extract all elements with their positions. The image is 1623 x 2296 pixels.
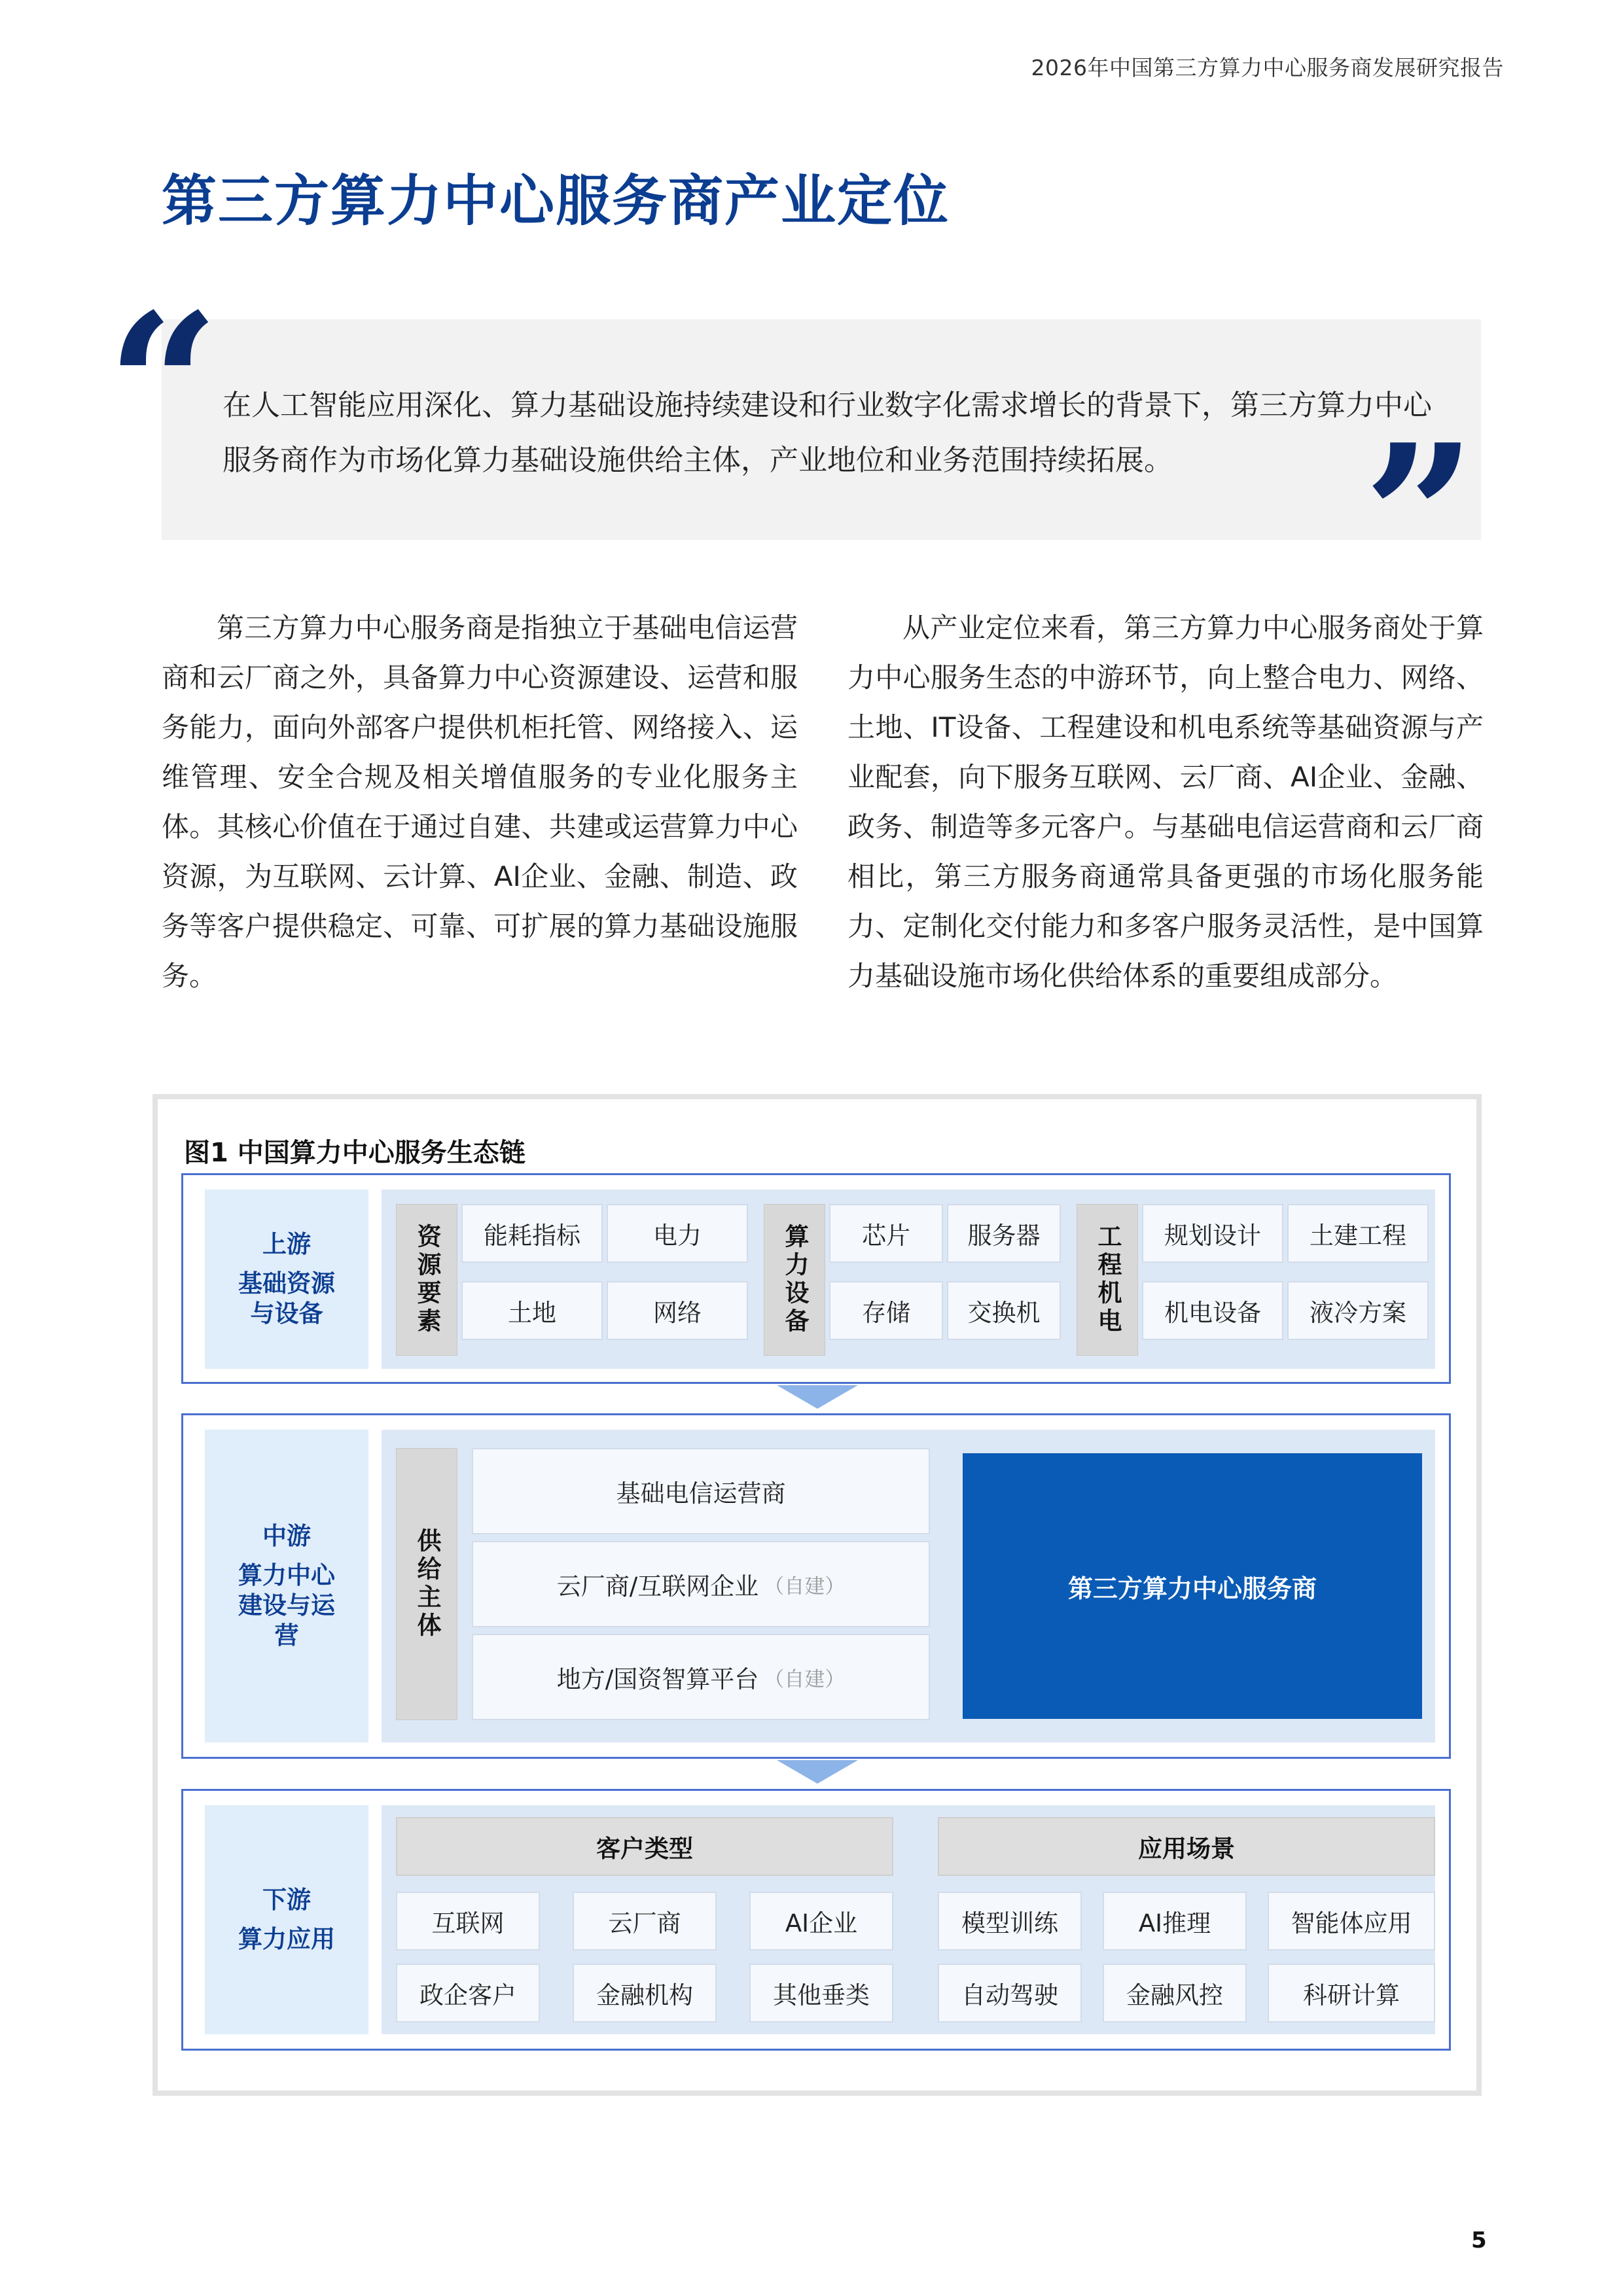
ecosystem-figure: [152, 1094, 1482, 2096]
customer-item: 云厂商: [573, 1892, 717, 1951]
scenario-item: 金融风控: [1103, 1964, 1247, 2022]
provider-tag: （自建）: [764, 1667, 846, 1691]
provider-cloud: [472, 1541, 930, 1627]
customer-item: 政企客户: [396, 1964, 540, 2022]
downstream-body: [382, 1805, 1435, 2034]
downstream-tier: [181, 1789, 1451, 2051]
customer-item: AI企业: [749, 1892, 893, 1951]
upstream-item: 液冷方案: [1287, 1281, 1429, 1340]
page-title: 第三方算力中心服务商产业定位: [162, 169, 950, 233]
scenario-item: 自动驾驶: [938, 1964, 1082, 2022]
customer-type-header: 客户类型: [396, 1817, 893, 1876]
scenario-item: 科研计算: [1268, 1964, 1435, 2022]
upstream-label-main: 上游: [262, 1230, 311, 1258]
downstream-label-sub: 算力应用: [238, 1925, 335, 1953]
downstream-label-main: 下游: [262, 1886, 311, 1914]
quote-text: 在人工智能应用深化、算力基础设施持续建设和行业数字化需求增长的背景下，第三方算力中心服务商作为市场化算力基础设施供给主体，产业地位和业务范围持续拓展。: [223, 389, 1432, 477]
body-column-right: [847, 603, 1484, 1001]
scenario-item: 模型训练: [938, 1892, 1082, 1951]
third-party-provider-box: 第三方算力中心服务商: [963, 1453, 1422, 1719]
midstream-tier: [181, 1413, 1451, 1759]
close-quote-icon: ”: [1363, 401, 1476, 632]
upstream-item: 机电设备: [1142, 1281, 1283, 1340]
upstream-item: 规划设计: [1142, 1204, 1283, 1263]
upstream-item: 服务器: [947, 1204, 1061, 1263]
upstream-item: 芯片: [829, 1204, 943, 1263]
upstream-item: 交换机: [947, 1281, 1061, 1340]
upstream-item: 土建工程: [1287, 1204, 1429, 1263]
customer-item: 金融机构: [573, 1964, 717, 2022]
midstream-label-main: 中游: [262, 1522, 311, 1550]
upstream-label: [205, 1190, 368, 1369]
customer-item: 其他垂类: [749, 1964, 893, 2022]
supplier-group-label: 供给主体: [396, 1448, 457, 1720]
compute-device-group-label: 算力设备: [764, 1204, 825, 1356]
open-quote-icon: “: [107, 270, 220, 501]
resource-group-label: 资源要素: [396, 1204, 457, 1356]
customer-item: 互联网: [396, 1892, 540, 1951]
upstream-item: 能耗指标: [461, 1204, 603, 1263]
upstream-body: [382, 1190, 1435, 1369]
scenario-item: AI推理: [1103, 1892, 1247, 1951]
flow-arrow-down-icon: [777, 1385, 858, 1409]
engineering-group-label: 工程机电: [1077, 1204, 1138, 1356]
provider-local-platform: [472, 1634, 930, 1720]
flow-arrow-down-icon: [777, 1760, 858, 1784]
upstream-item: 存储: [829, 1281, 943, 1340]
report-header: 2026年中国第三方算力中心服务商发展研究报告: [1031, 55, 1504, 80]
figure-title: 图1 中国算力中心服务生态链: [184, 1138, 526, 1168]
provider-telecom: [472, 1448, 930, 1534]
upstream-tier: [181, 1173, 1451, 1384]
provider-name: 云厂商/互联网企业: [556, 1572, 759, 1600]
provider-tag: （自建）: [764, 1574, 846, 1598]
provider-name: 基础电信运营商: [616, 1479, 786, 1508]
page-number: 5: [1471, 2227, 1487, 2253]
scenario-item: 智能体应用: [1268, 1892, 1435, 1951]
upstream-label-sub: 基础资源与设备: [238, 1269, 335, 1328]
midstream-label: [205, 1430, 368, 1742]
body-paragraph-left: 第三方算力中心服务商是指独立于基础电信运营商和云厂商之外，具备算力中心资源建设、运营和服务能力，面向外部客户提供机柜托管、网络接入、运维管理、安全合规及相关增值服务的专业化服务主体。其核心价值在于通过自建、共建或运营算力中心资源，为互联网、云计算、AI企业、金融、制造、政务等客户提供稳定、可靠、可扩展的算力基础设施服务。: [162, 612, 798, 992]
body-column-left: [162, 603, 798, 1001]
midstream-label-sub: 算力中心建设与运营: [238, 1561, 335, 1650]
downstream-label: [205, 1805, 368, 2034]
upstream-item: 土地: [461, 1281, 603, 1340]
body-paragraph-right: 从产业定位来看，第三方算力中心服务商处于算力中心服务生态的中游环节，向上整合电力、网络、土地、IT设备、工程建设和机电系统等基础资源与产业配套，向下服务互联网、云厂商、AI企业、金融、政务、制造等多元客户。与基础电信运营商和云厂商相比，第三方服务商通常具备更强的市场化服务能力、定制化交付能力和多客户服务灵活性，是中国算力基础设施市场化供给体系的重要组成部分。: [847, 612, 1484, 992]
scenario-header: 应用场景: [938, 1817, 1435, 1876]
upstream-item: 电力: [607, 1204, 748, 1263]
upstream-item: 网络: [607, 1281, 748, 1340]
midstream-body: [382, 1430, 1435, 1742]
provider-name: 地方/国资智算平台: [556, 1665, 759, 1693]
